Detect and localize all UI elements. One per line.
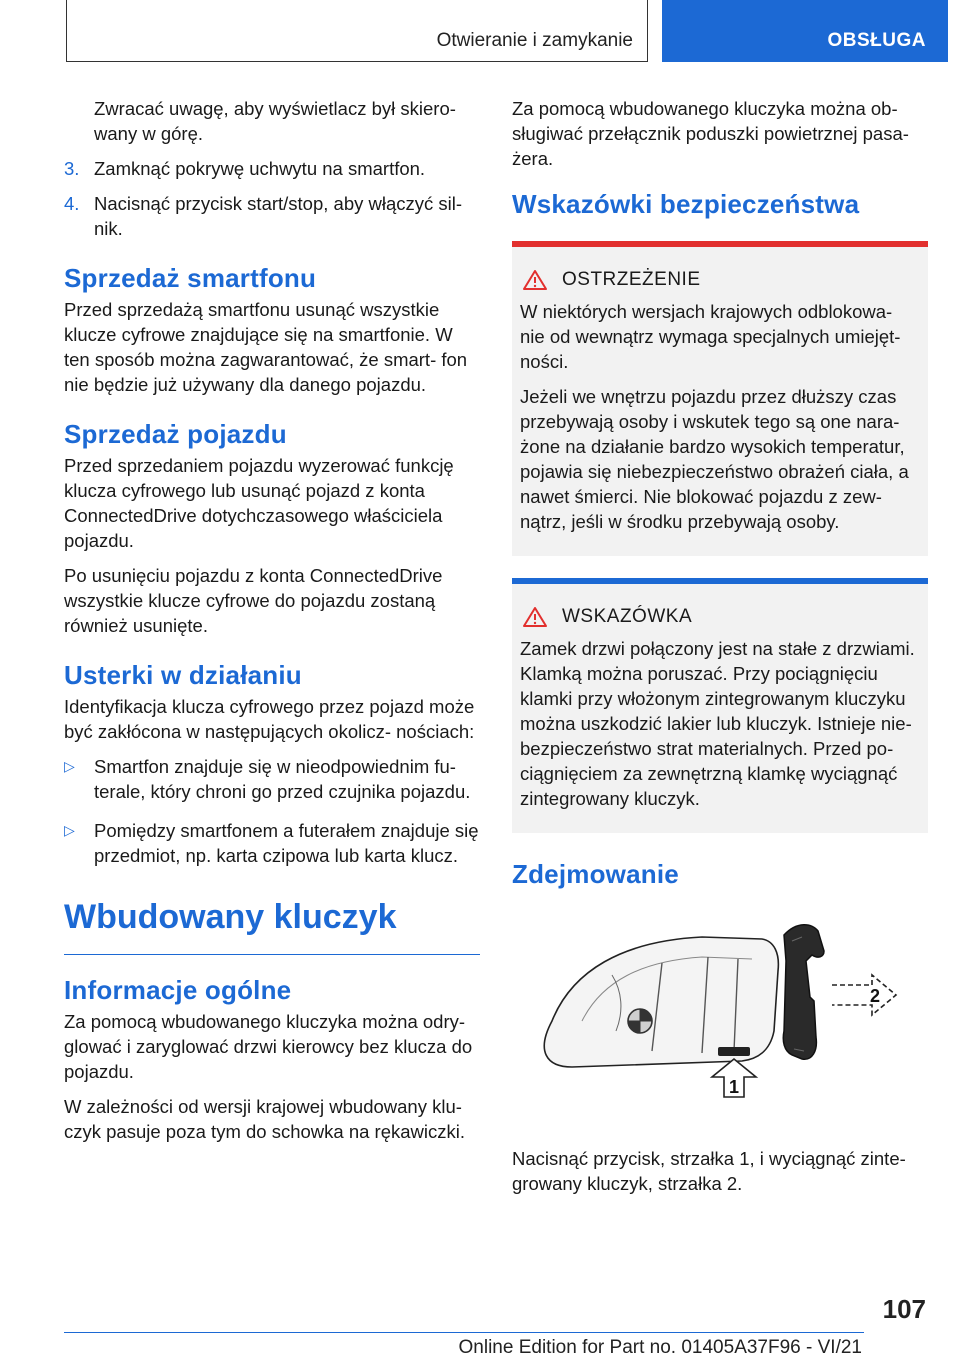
paragraph: W zależności od wersji krajowej wbudowany klu‐ czyk pasuje poza tym do schowka na rękawiczki. (64, 1096, 466, 1142)
note-triangle-icon (522, 606, 548, 628)
warning-header (522, 269, 920, 291)
left-column (64, 96, 480, 1154)
step-number: 3. (64, 158, 80, 179)
header-section-title: Otwieranie i zamykanie (66, 0, 648, 62)
footer-edition: Online Edition for Part no. 01405A37F96 - VI/21 (458, 1337, 862, 1358)
step-number: 4. (64, 193, 80, 214)
warning-triangle-icon (522, 269, 548, 291)
release-button (718, 1047, 750, 1056)
bullet-triangle-icon: ▷ (64, 758, 75, 774)
paragraph: Przed sprzedażą smartfonu usunąć wszystkie klucze cyfrowe znajdujące się na smartfonie. W ten sposób można zagwarantować, że smart‐ fon nie będzie już używany dla danego pojazdu. (64, 299, 468, 395)
step-4 (64, 191, 480, 241)
heading-sale-smartphone: Sprzedaż smartfonu (64, 263, 317, 293)
note-text: Zamek drzwi połączony jest na stałe z drzwiami. Klamką można poruszać. Przy pociągnięciu klamki przy włożonym zintegrowanym kluczyku można uszkodzić lakier lub kluczyk. Istnieje nie‐ bezpieczeństwo strat materialnych. Przed po‐ ciągnięciem za zewnętrzną klamkę wyciągnąć zintegrowany kluczyk. (520, 638, 915, 809)
warning-text: Jeżeli we wnętrzu pojazdu przez dłuższy czas przebywają osoby i wskutek tego są one nara‐ żone na działanie bardzo wysokich temperatur, pojawia się niebezpieczeństwo obrażeń ciała, a nawet śmierci. Nie blokować pojazdu z zew‐ nątrz, jeśli w środku przebywają osoby. (520, 386, 909, 532)
bullet-item (64, 754, 480, 804)
bullet-triangle-icon: ▷ (64, 822, 75, 838)
bullet-item (64, 818, 480, 868)
paragraph: Identyfikacja klucza cyfrowego przez pojazd może być zakłócona w następujących okolicz‐ nościach: (64, 696, 475, 742)
bullet-text: Smartfon znajduje się w nieodpowiednim fu‐ terale, który chroni go przed czujnika pojazdu. (94, 756, 471, 802)
step-text: Zamknąć pokrywę uchwytu na smartfon. (94, 158, 426, 179)
note-header (522, 606, 920, 628)
step-text: Nacisnąć przycisk start/stop, aby włączyć sil‐ nik. (94, 193, 463, 239)
heading-safety: Wskazówki bezpieczeństwa (512, 189, 860, 219)
bullet-text: Pomiędzy smartfonem a futerałem znajduje się przedmiot, np. karta czipowa lub karta klucz. (94, 820, 479, 866)
paragraph: Po usunięciu pojazdu z konta ConnectedDrive wszystkie klucze cyfrowe do pojazdu zostaną również usunięte. (64, 565, 443, 636)
footer-divider (64, 1332, 864, 1333)
note-label: WSKAZÓWKA (562, 606, 693, 627)
warning-text: W niektórych wersjach krajowych odblokowa‐ nie od wewnątrz wymaga specjalnych umiejęt‐ ności. (520, 301, 901, 372)
step-3 (64, 156, 480, 181)
arrow-1-label: 1 (729, 1077, 740, 1097)
heading-removal: Zdejmowanie (512, 859, 679, 889)
paragraph: Za pomocą wbudowanego kluczyka można ob‐ sługiwać przełącznik poduszki powietrznej pasa‐ żera. (512, 98, 909, 169)
heading-integrated-key: Wbudowany kluczyk (64, 896, 480, 955)
header-tab: OBSŁUGA (662, 0, 948, 62)
arrow-2-icon (832, 975, 896, 1015)
paragraph: Przed sprzedaniem pojazdu wyzerować funkcję klucza cyfrowego lub usunąć pojazd z konta ConnectedDrive dotychczasowego właściciela pojazdu. (64, 455, 454, 551)
warning-box (512, 241, 928, 556)
arrow-2-label: 2 (870, 986, 881, 1006)
page-number: 107 (882, 1294, 926, 1324)
paragraph: Za pomocą wbudowanego kluczyka można odry‐ glować i zaryglować drzwi kierowcy bez klucza do pojazdu. (64, 1011, 473, 1082)
heading-malfunction: Usterki w działaniu (64, 660, 302, 690)
key-removal-illustration (512, 901, 928, 1101)
heading-general-info: Informacje ogólne (64, 975, 292, 1005)
warning-label: OSTRZEŻENIE (562, 269, 701, 290)
figure-caption: Nacisnąć przycisk, strzałka 1, i wyciągnąć zinte‐ growany kluczyk, strzałka 2. (512, 1148, 906, 1194)
note-box (512, 578, 928, 833)
heading-sale-vehicle: Sprzedaż pojazdu (64, 419, 287, 449)
right-column (512, 96, 928, 1206)
continued-text: Zwracać uwagę, aby wyświetlacz był skiero‐ wany w górę. (94, 98, 456, 144)
